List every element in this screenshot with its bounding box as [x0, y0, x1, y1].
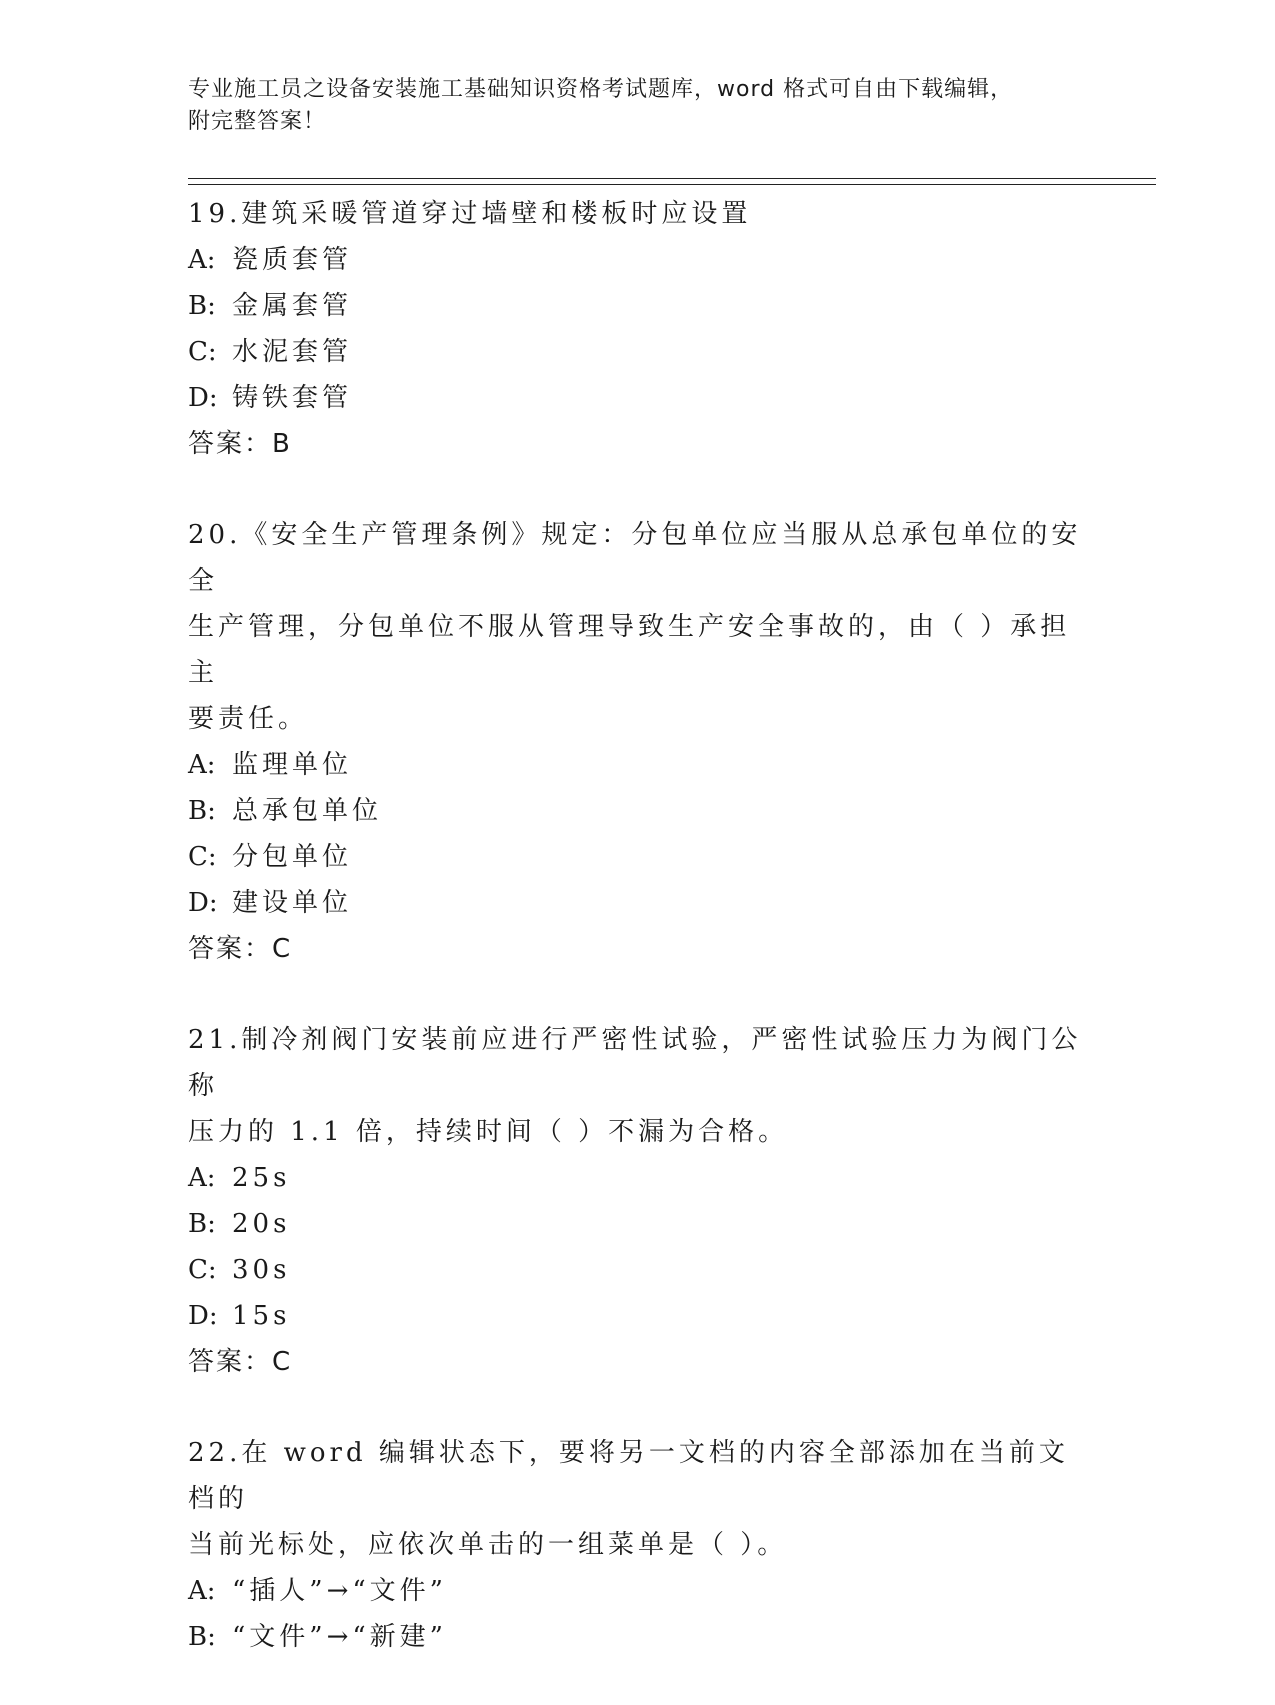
option-text: 铸铁套管 — [232, 383, 353, 413]
question-stem-line: 压力的 1.1 倍，持续时间（ ）不漏为合格。 — [188, 1117, 789, 1147]
answer-key: 答案：C — [188, 934, 293, 964]
option-key: B: — [188, 1209, 216, 1239]
option-key: A: — [188, 1163, 216, 1193]
option-text: 金属套管 — [232, 291, 353, 321]
question-block — [188, 1430, 1088, 1660]
option-key: D: — [188, 1301, 218, 1331]
option-key: B: — [188, 1622, 216, 1652]
option-key: B: — [188, 796, 216, 826]
question-stem-line: 要责任。 — [188, 704, 309, 734]
answer-option — [188, 1201, 1088, 1247]
question-stem-line: 19.建筑采暖管道穿过墙壁和楼板时应设置 — [188, 199, 752, 229]
question-block — [188, 1017, 1088, 1385]
answer-option — [188, 834, 1088, 880]
option-key: A: — [188, 1576, 216, 1606]
option-text: 15s — [232, 1301, 291, 1331]
answer-option — [188, 1568, 1088, 1614]
answer-option — [188, 1247, 1088, 1293]
option-text: “文件”→“新建” — [232, 1622, 447, 1652]
header-rule-top — [188, 178, 1156, 179]
question-stem-line: 当前光标处，应依次单击的一组菜单是（ ）。 — [188, 1530, 788, 1560]
answer-option — [188, 880, 1088, 926]
question-block — [188, 512, 1088, 972]
question-stem-line: 20.《安全生产管理条例》规定：分包单位应当服从总承包单位的安全 — [188, 520, 1082, 596]
answer-option — [188, 1614, 1088, 1660]
document-header — [188, 74, 1088, 138]
option-key: A: — [188, 750, 216, 780]
answer-option — [188, 788, 1088, 834]
option-key: C: — [188, 337, 217, 367]
option-text: 30s — [232, 1255, 291, 1285]
option-key: D: — [188, 888, 218, 918]
answer-option — [188, 742, 1088, 788]
option-key: C: — [188, 842, 217, 872]
option-text: 25s — [232, 1163, 291, 1193]
question-stem-line: 生产管理，分包单位不服从管理导致生产安全事故的，由（ ）承担主 — [188, 612, 1071, 688]
option-text: 总承包单位 — [232, 796, 383, 826]
header-line-2: 附完整答案！ — [188, 109, 327, 134]
header-rule-bottom — [188, 184, 1156, 185]
answer-option — [188, 329, 1088, 375]
question-stem-line: 22.在 word 编辑状态下，要将另一文档的内容全部添加在当前文档的 — [188, 1438, 1069, 1514]
option-text: 瓷质套管 — [232, 245, 353, 275]
option-key: A: — [188, 245, 216, 275]
answer-option — [188, 1155, 1088, 1201]
option-key: B: — [188, 291, 216, 321]
answer-key: 答案：B — [188, 429, 292, 459]
answer-option — [188, 375, 1088, 421]
answer-key: 答案：C — [188, 1347, 293, 1377]
answer-option — [188, 283, 1088, 329]
option-text: 水泥套管 — [232, 337, 353, 367]
answer-option — [188, 1293, 1088, 1339]
option-text: “插人”→“文件” — [232, 1576, 447, 1606]
option-key: C: — [188, 1255, 217, 1285]
question-stem-line: 21.制冷剂阀门安装前应进行严密性试验，严密性试验压力为阀门公称 — [188, 1025, 1082, 1101]
answer-option — [188, 237, 1088, 283]
option-key: D: — [188, 383, 218, 413]
question-list — [188, 191, 1088, 1705]
option-text: 监理单位 — [232, 750, 353, 780]
option-text: 分包单位 — [232, 842, 353, 872]
question-block — [188, 191, 1088, 467]
header-line-1: 专业施工员之设备安装施工基础知识资格考试题库，word 格式可自由下载编辑， — [188, 77, 1014, 102]
option-text: 建设单位 — [232, 888, 353, 918]
option-text: 20s — [232, 1209, 291, 1239]
